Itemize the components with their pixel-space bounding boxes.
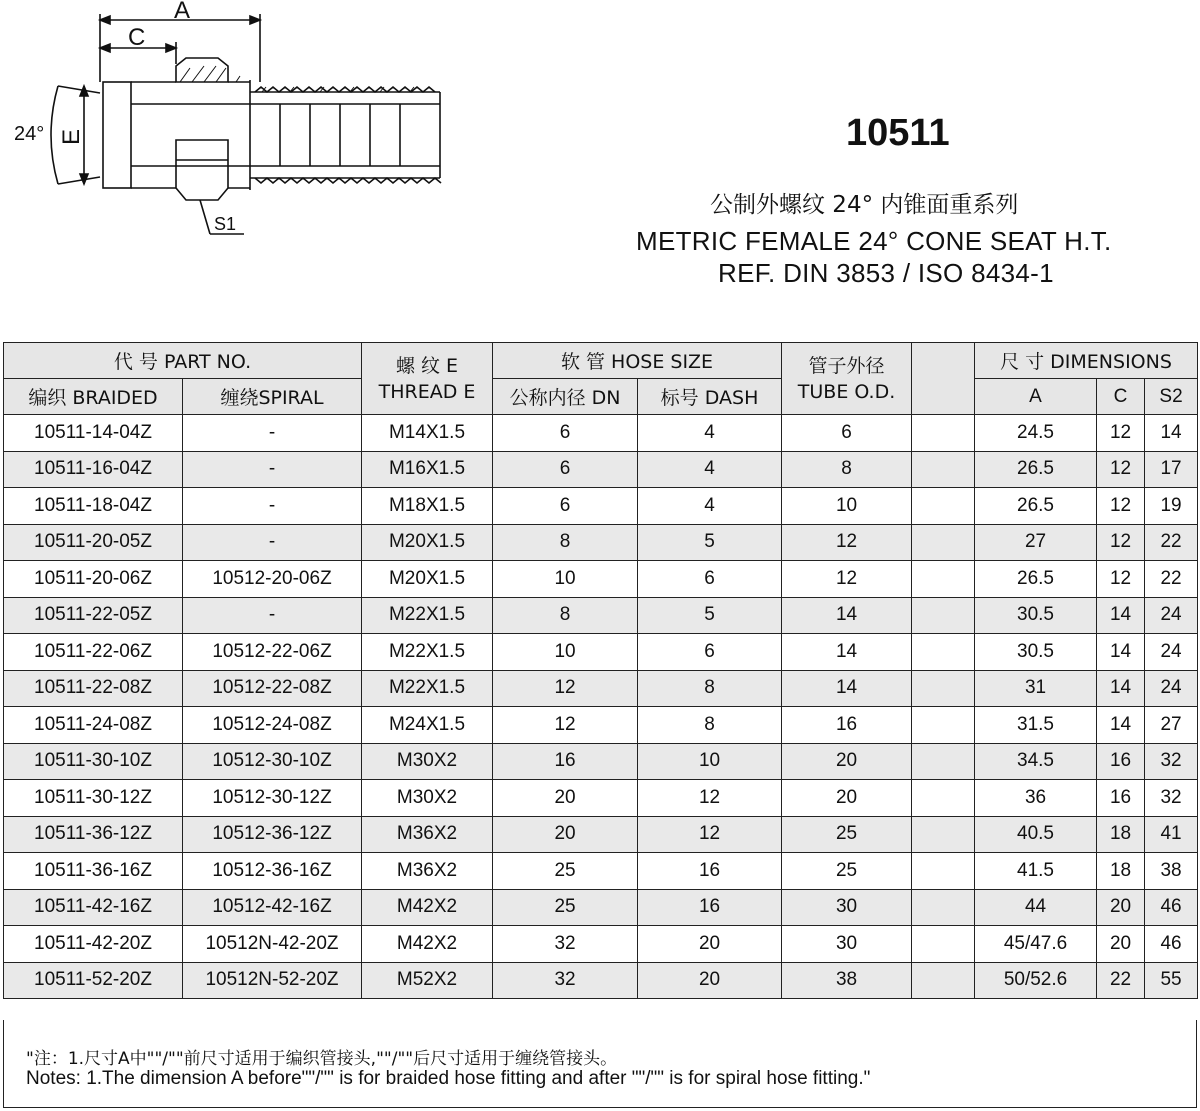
title-chinese: 公制外螺纹 24° 内锥面重系列 [710, 192, 1019, 218]
cell-dim-a: 26.5 [975, 488, 1097, 525]
cell-braided: 10511-36-12Z [4, 816, 183, 853]
header-dim-a: A [975, 379, 1097, 415]
cell-dim-a: 31 [975, 670, 1097, 707]
cell-spiral: 10512-30-12Z [183, 780, 362, 817]
cell-dim-s2: 41 [1145, 816, 1198, 853]
cell-dim-c: 16 [1097, 780, 1145, 817]
cell-dim-c: 18 [1097, 853, 1145, 890]
cell-dim-a: 50/52.6 [975, 962, 1097, 999]
cell-dash: 20 [638, 962, 782, 999]
cell-braided: 10511-30-12Z [4, 780, 183, 817]
cell-tube: 14 [782, 634, 912, 671]
cell-braided: 10511-24-08Z [4, 707, 183, 744]
header-dn: 公称内径 DN [493, 379, 638, 415]
cell-dash: 8 [638, 670, 782, 707]
cell-blank [912, 962, 975, 999]
cell-blank [912, 597, 975, 634]
cell-dash: 5 [638, 524, 782, 561]
cell-dim-a: 24.5 [975, 415, 1097, 452]
header-blank [912, 343, 975, 415]
cell-dn: 12 [493, 707, 638, 744]
cell-spiral: 10512-24-08Z [183, 707, 362, 744]
cell-spiral: 10512-30-10Z [183, 743, 362, 780]
dim-c-label: C [128, 24, 146, 51]
cell-dn: 25 [493, 853, 638, 890]
cell-dim-s2: 46 [1145, 926, 1198, 963]
cell-blank [912, 451, 975, 488]
cell-dim-c: 14 [1097, 670, 1145, 707]
cell-dn: 32 [493, 962, 638, 999]
cell-thread: M52X2 [362, 962, 493, 999]
table-row [4, 488, 1198, 525]
cell-spiral: - [183, 488, 362, 525]
cell-dn: 32 [493, 926, 638, 963]
cell-tube: 25 [782, 816, 912, 853]
cell-dim-c: 12 [1097, 415, 1145, 452]
header-tube-cn: 管子外径 [808, 354, 885, 377]
table-row [4, 780, 1198, 817]
dim-s1-label: S1 [214, 214, 237, 234]
cell-dim-s2: 27 [1145, 707, 1198, 744]
cell-dash: 4 [638, 415, 782, 452]
cell-thread: M20X1.5 [362, 524, 493, 561]
table-body [4, 415, 1198, 999]
cell-spiral: 10512N-42-20Z [183, 926, 362, 963]
title-english-line1: METRIC FEMALE 24° CONE SEAT H.T. [636, 226, 1112, 256]
cell-dim-s2: 24 [1145, 634, 1198, 671]
header-braided: 编织 BRAIDED [4, 379, 183, 415]
cell-braided: 10511-22-08Z [4, 670, 183, 707]
cell-dim-s2: 24 [1145, 597, 1198, 634]
cell-dim-s2: 22 [1145, 561, 1198, 598]
cell-spiral: - [183, 524, 362, 561]
cell-spiral: 10512-36-16Z [183, 853, 362, 890]
cell-braided: 10511-18-04Z [4, 488, 183, 525]
cell-dn: 6 [493, 451, 638, 488]
note-chinese: "注：1.尺寸A中""/""前尺寸适用于编织管接头,""/""后尺寸适用于缠绕管接头。 [26, 1049, 618, 1069]
cell-dim-a: 36 [975, 780, 1097, 817]
cell-spiral: 10512-22-08Z [183, 670, 362, 707]
cell-blank [912, 889, 975, 926]
table-row [4, 962, 1198, 999]
dim-a-label: A [174, 0, 191, 24]
cell-dim-c: 12 [1097, 488, 1145, 525]
cell-tube: 8 [782, 451, 912, 488]
cell-dash: 12 [638, 816, 782, 853]
cell-blank [912, 707, 975, 744]
header-dim-c: C [1097, 379, 1145, 415]
cell-braided: 10511-52-20Z [4, 962, 183, 999]
cell-blank [912, 670, 975, 707]
cell-blank [912, 524, 975, 561]
cell-dn: 12 [493, 670, 638, 707]
cell-dn: 16 [493, 743, 638, 780]
cell-blank [912, 743, 975, 780]
table-row [4, 926, 1198, 963]
cell-dim-s2: 38 [1145, 853, 1198, 890]
cell-dim-a: 26.5 [975, 451, 1097, 488]
cell-braided: 10511-20-06Z [4, 561, 183, 598]
cell-dash: 4 [638, 451, 782, 488]
cell-tube: 14 [782, 670, 912, 707]
cell-thread: M20X1.5 [362, 561, 493, 598]
cell-blank [912, 415, 975, 452]
cell-dash: 4 [638, 488, 782, 525]
cell-dim-s2: 55 [1145, 962, 1198, 999]
cell-dim-a: 26.5 [975, 561, 1097, 598]
cell-spiral: 10512-22-06Z [183, 634, 362, 671]
cell-spiral: 10512-42-16Z [183, 889, 362, 926]
cell-thread: M22X1.5 [362, 670, 493, 707]
cell-dash: 10 [638, 743, 782, 780]
cell-blank [912, 780, 975, 817]
header-thread-en: THREAD E [378, 380, 476, 403]
cell-blank [912, 926, 975, 963]
cell-braided: 10511-22-06Z [4, 634, 183, 671]
cell-spiral: 10512N-52-20Z [183, 962, 362, 999]
cell-dash: 6 [638, 561, 782, 598]
cell-dn: 6 [493, 415, 638, 452]
cell-dim-s2: 14 [1145, 415, 1198, 452]
angle-label: 24° [14, 123, 45, 145]
cell-dn: 10 [493, 561, 638, 598]
cell-dn: 25 [493, 889, 638, 926]
cell-dim-s2: 24 [1145, 670, 1198, 707]
header-dash: 标号 DASH [638, 379, 782, 415]
cell-tube: 12 [782, 561, 912, 598]
cell-dim-a: 31.5 [975, 707, 1097, 744]
cell-dash: 20 [638, 926, 782, 963]
cell-tube: 38 [782, 962, 912, 999]
cell-dim-a: 44 [975, 889, 1097, 926]
cell-dim-c: 20 [1097, 889, 1145, 926]
cell-thread: M24X1.5 [362, 707, 493, 744]
header-dimensions: 尺 寸 DIMENSIONS [975, 343, 1198, 379]
table-row [4, 561, 1198, 598]
cell-dim-s2: 32 [1145, 743, 1198, 780]
cell-blank [912, 488, 975, 525]
cell-tube: 12 [782, 524, 912, 561]
cell-braided: 10511-14-04Z [4, 415, 183, 452]
cell-dim-c: 20 [1097, 926, 1145, 963]
cell-braided: 10511-36-16Z [4, 853, 183, 890]
cell-dn: 8 [493, 597, 638, 634]
cell-thread: M30X2 [362, 743, 493, 780]
cell-dim-c: 12 [1097, 451, 1145, 488]
cell-dim-a: 45/47.6 [975, 926, 1097, 963]
cell-tube: 25 [782, 853, 912, 890]
cell-blank [912, 561, 975, 598]
cell-thread: M36X2 [362, 853, 493, 890]
header-thread [362, 343, 493, 415]
table-row [4, 889, 1198, 926]
cell-dash: 8 [638, 707, 782, 744]
cell-thread: M22X1.5 [362, 597, 493, 634]
cell-spiral: 10512-20-06Z [183, 561, 362, 598]
table-row [4, 597, 1198, 634]
table-row [4, 524, 1198, 561]
header-tube [782, 343, 912, 415]
table-row [4, 816, 1198, 853]
cell-tube: 10 [782, 488, 912, 525]
cell-tube: 6 [782, 415, 912, 452]
cell-dim-c: 22 [1097, 962, 1145, 999]
cell-dash: 6 [638, 634, 782, 671]
cell-dn: 20 [493, 816, 638, 853]
cell-dim-c: 12 [1097, 561, 1145, 598]
cell-dim-a: 41.5 [975, 853, 1097, 890]
cell-dim-a: 40.5 [975, 816, 1097, 853]
cell-blank [912, 816, 975, 853]
cell-thread: M18X1.5 [362, 488, 493, 525]
cell-spiral: - [183, 415, 362, 452]
cell-braided: 10511-42-16Z [4, 889, 183, 926]
header-part-no: 代 号 PART NO. [4, 343, 362, 379]
cell-thread: M16X1.5 [362, 451, 493, 488]
cell-dim-s2: 46 [1145, 889, 1198, 926]
cell-dim-c: 16 [1097, 743, 1145, 780]
cell-thread: M30X2 [362, 780, 493, 817]
cell-blank [912, 853, 975, 890]
cell-thread: M36X2 [362, 816, 493, 853]
table-row [4, 670, 1198, 707]
cell-dash: 16 [638, 853, 782, 890]
cell-thread: M22X1.5 [362, 634, 493, 671]
table-row [4, 634, 1198, 671]
cell-braided: 10511-20-05Z [4, 524, 183, 561]
header-dim-s2: S2 [1145, 379, 1198, 415]
cell-spiral: - [183, 597, 362, 634]
cell-dash: 5 [638, 597, 782, 634]
cell-spiral: 10512-36-12Z [183, 816, 362, 853]
notes-box [3, 1020, 1197, 1108]
title-english-line2: REF. DIN 3853 / ISO 8434-1 [718, 258, 1054, 288]
cell-dim-a: 30.5 [975, 597, 1097, 634]
cell-tube: 16 [782, 707, 912, 744]
cell-dim-s2: 19 [1145, 488, 1198, 525]
cell-tube: 14 [782, 597, 912, 634]
spec-table [3, 342, 1198, 999]
cell-blank [912, 634, 975, 671]
header-thread-cn: 螺 纹 E [395, 354, 459, 377]
header-tube-en: TUBE O.D. [797, 380, 896, 403]
cell-thread: M42X2 [362, 889, 493, 926]
cell-braided: 10511-42-20Z [4, 926, 183, 963]
cell-dn: 6 [493, 488, 638, 525]
header-spiral: 缠绕SPIRAL [183, 379, 362, 415]
cell-tube: 30 [782, 926, 912, 963]
cell-dim-s2: 32 [1145, 780, 1198, 817]
cell-dn: 10 [493, 634, 638, 671]
cell-dim-s2: 17 [1145, 451, 1198, 488]
cell-dim-c: 14 [1097, 707, 1145, 744]
cell-dim-c: 14 [1097, 634, 1145, 671]
cell-dn: 20 [493, 780, 638, 817]
cell-dash: 16 [638, 889, 782, 926]
cell-braided: 10511-16-04Z [4, 451, 183, 488]
table-row [4, 451, 1198, 488]
cell-spiral: - [183, 451, 362, 488]
cell-thread: M14X1.5 [362, 415, 493, 452]
cell-braided: 10511-22-05Z [4, 597, 183, 634]
cell-dim-c: 14 [1097, 597, 1145, 634]
header-hose-size: 软 管 HOSE SIZE [493, 343, 782, 379]
cell-dash: 12 [638, 780, 782, 817]
cell-tube: 30 [782, 889, 912, 926]
table-row [4, 743, 1198, 780]
cell-dn: 8 [493, 524, 638, 561]
cell-braided: 10511-30-10Z [4, 743, 183, 780]
cell-tube: 20 [782, 780, 912, 817]
cell-tube: 20 [782, 743, 912, 780]
table-row [4, 707, 1198, 744]
note-english: Notes: 1.The dimension A before""/"" is for braided hose fitting and after ""/"" is for spiral hose fitting." [26, 1068, 871, 1089]
cell-dim-a: 27 [975, 524, 1097, 561]
cell-dim-c: 12 [1097, 524, 1145, 561]
table-row [4, 415, 1198, 452]
table-row [4, 853, 1198, 890]
dim-e-label: E [58, 128, 85, 145]
cell-thread: M42X2 [362, 926, 493, 963]
fitting-drawing [0, 0, 470, 250]
cell-dim-c: 18 [1097, 816, 1145, 853]
cell-dim-a: 34.5 [975, 743, 1097, 780]
cell-dim-a: 30.5 [975, 634, 1097, 671]
cell-dim-s2: 22 [1145, 524, 1198, 561]
